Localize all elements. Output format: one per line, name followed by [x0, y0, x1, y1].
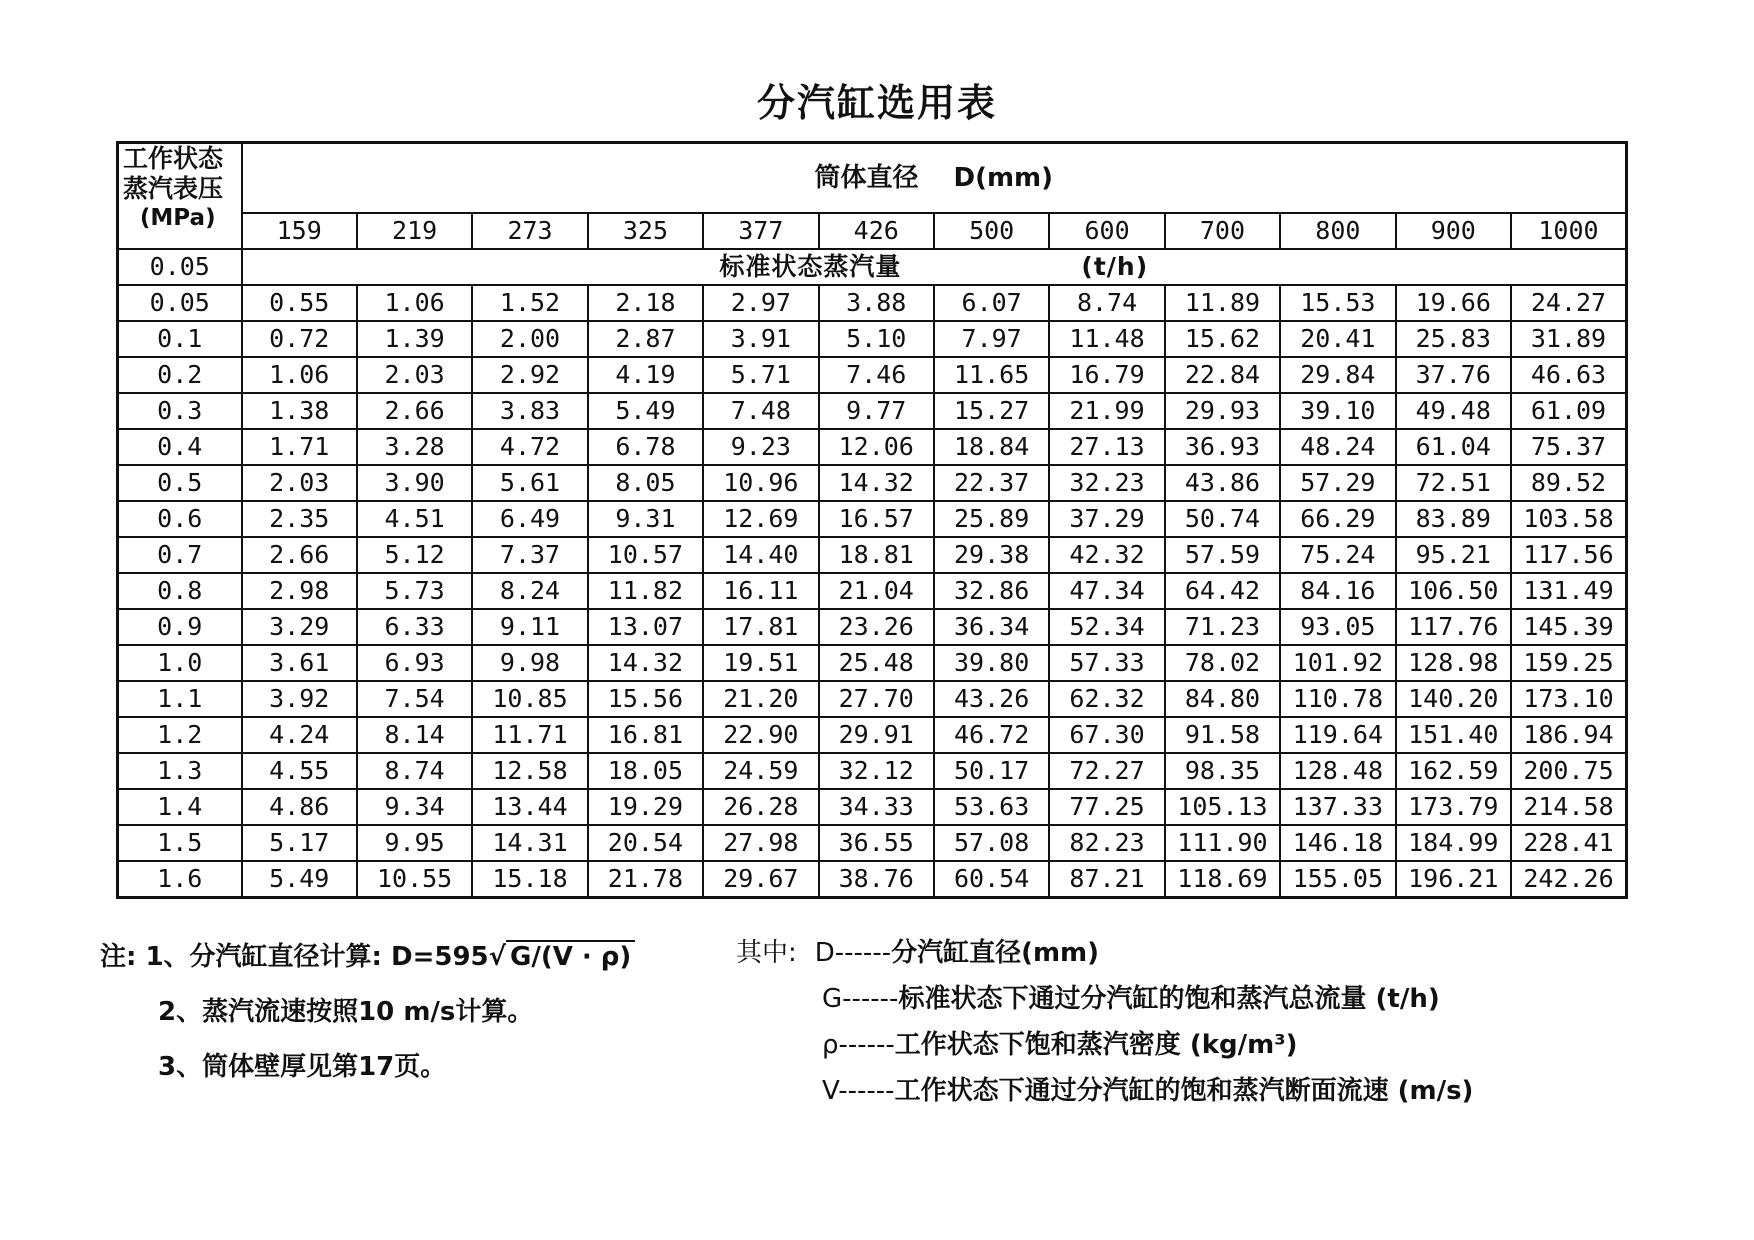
flow-value-cell: 3.88	[819, 285, 934, 321]
legend-row-g	[822, 976, 1473, 1022]
flow-value-cell: 18.84	[934, 429, 1049, 465]
flow-value-cell: 2.66	[242, 537, 357, 573]
flow-value-cell: 47.34	[1049, 573, 1164, 609]
diameter-header-cell: 800	[1280, 213, 1395, 249]
pressure-cell: 0.1	[118, 321, 242, 357]
flow-value-cell: 16.79	[1049, 357, 1164, 393]
flow-value-cell: 2.00	[472, 321, 587, 357]
flow-value-cell: 11.48	[1049, 321, 1164, 357]
flow-value-cell: 3.92	[242, 681, 357, 717]
std-row-label-cell	[242, 249, 1627, 285]
flow-value-cell: 29.91	[819, 717, 934, 753]
flow-value-cell: 1.06	[242, 357, 357, 393]
diameter-header-cell: 219	[357, 213, 472, 249]
pressure-cell: 0.3	[118, 393, 242, 429]
flow-value-cell: 106.50	[1396, 573, 1511, 609]
note-3: 3、筒体壁厚见第17页。	[158, 1052, 447, 1082]
table-row	[118, 681, 1627, 717]
legend-sym: V------	[822, 1076, 895, 1106]
flow-value-cell: 75.24	[1280, 537, 1395, 573]
flow-value-cell: 72.27	[1049, 753, 1164, 789]
std-row-unit: (t/h)	[1081, 252, 1149, 281]
flow-value-cell: 6.49	[472, 501, 587, 537]
legend-row-v	[822, 1068, 1473, 1114]
flow-value-cell: 0.72	[242, 321, 357, 357]
corner-line-3: (MPa)	[139, 205, 216, 231]
flow-value-cell: 16.57	[819, 501, 934, 537]
legend-text: 工作状态下通过分汽缸的饱和蒸汽断面流速 (m/s)	[894, 1076, 1474, 1106]
flow-value-cell: 151.40	[1396, 717, 1511, 753]
legend-row-d	[736, 930, 1473, 976]
flow-value-cell: 19.51	[703, 645, 818, 681]
corner-line-1: 工作状态	[123, 144, 224, 173]
legend-row-rho	[822, 1022, 1473, 1068]
flow-value-cell: 32.23	[1049, 465, 1164, 501]
flow-value-cell: 118.69	[1165, 861, 1280, 898]
flow-value-cell: 9.11	[472, 609, 587, 645]
table-row	[118, 861, 1627, 898]
legend-text: 工作状态下饱和蒸汽密度 (kg/m³)	[894, 1030, 1298, 1060]
flow-value-cell: 2.35	[242, 501, 357, 537]
sqrt-sign: √	[488, 942, 506, 972]
flow-value-cell: 2.92	[472, 357, 587, 393]
flow-value-cell: 17.81	[703, 609, 818, 645]
flow-value-cell: 15.27	[934, 393, 1049, 429]
flow-value-cell: 128.98	[1396, 645, 1511, 681]
table-row	[118, 357, 1627, 393]
table-row	[118, 501, 1627, 537]
flow-value-cell: 5.10	[819, 321, 934, 357]
flow-value-cell: 87.21	[1049, 861, 1164, 898]
flow-value-cell: 2.98	[242, 573, 357, 609]
flow-value-cell: 146.18	[1280, 825, 1395, 861]
flow-value-cell: 10.85	[472, 681, 587, 717]
flow-value-cell: 14.32	[588, 645, 703, 681]
pressure-cell: 0.6	[118, 501, 242, 537]
flow-value-cell: 7.46	[819, 357, 934, 393]
flow-value-cell: 1.38	[242, 393, 357, 429]
flow-value-cell: 37.76	[1396, 357, 1511, 393]
flow-value-cell: 5.49	[242, 861, 357, 898]
pressure-cell: 1.5	[118, 825, 242, 861]
flow-value-cell: 5.49	[588, 393, 703, 429]
flow-value-cell: 50.74	[1165, 501, 1280, 537]
flow-value-cell: 1.39	[357, 321, 472, 357]
flow-value-cell: 50.17	[934, 753, 1049, 789]
flow-value-cell: 200.75	[1511, 753, 1627, 789]
std-row-pressure: 0.05	[118, 249, 242, 285]
flow-value-cell: 214.58	[1511, 789, 1627, 825]
selection-table	[116, 141, 1628, 899]
flow-value-cell: 0.55	[242, 285, 357, 321]
flow-value-cell: 77.25	[1049, 789, 1164, 825]
pressure-cell: 1.3	[118, 753, 242, 789]
flow-value-cell: 9.31	[588, 501, 703, 537]
flow-value-cell: 32.12	[819, 753, 934, 789]
flow-value-cell: 16.81	[588, 717, 703, 753]
table-row	[118, 717, 1627, 753]
flow-value-cell: 91.58	[1165, 717, 1280, 753]
flow-value-cell: 39.80	[934, 645, 1049, 681]
flow-value-cell: 22.84	[1165, 357, 1280, 393]
flow-value-cell: 1.52	[472, 285, 587, 321]
flow-value-cell: 140.20	[1396, 681, 1511, 717]
table-row	[118, 285, 1627, 321]
flow-value-cell: 184.99	[1396, 825, 1511, 861]
pressure-cell: 0.8	[118, 573, 242, 609]
flow-value-cell: 6.07	[934, 285, 1049, 321]
flow-value-cell: 4.51	[357, 501, 472, 537]
page-title: 分汽缸选用表	[756, 81, 997, 125]
flow-value-cell: 13.44	[472, 789, 587, 825]
flow-value-cell: 8.14	[357, 717, 472, 753]
flow-value-cell: 84.80	[1165, 681, 1280, 717]
table-row	[118, 429, 1627, 465]
flow-value-cell: 3.90	[357, 465, 472, 501]
flow-value-cell: 5.17	[242, 825, 357, 861]
flow-value-cell: 3.28	[357, 429, 472, 465]
flow-value-cell: 6.93	[357, 645, 472, 681]
table-row	[118, 321, 1627, 357]
flow-value-cell: 3.91	[703, 321, 818, 357]
flow-value-cell: 36.34	[934, 609, 1049, 645]
flow-value-cell: 186.94	[1511, 717, 1627, 753]
flow-value-cell: 60.54	[934, 861, 1049, 898]
flow-value-cell: 57.33	[1049, 645, 1164, 681]
legend-text: 标准状态下通过分汽缸的饱和蒸汽总流量 (t/h)	[898, 984, 1440, 1014]
flow-value-cell: 105.13	[1165, 789, 1280, 825]
pressure-cell: 0.2	[118, 357, 242, 393]
flow-value-cell: 9.23	[703, 429, 818, 465]
flow-value-cell: 61.09	[1511, 393, 1627, 429]
flow-value-cell: 14.31	[472, 825, 587, 861]
table-row	[118, 753, 1627, 789]
corner-header-cell	[118, 143, 242, 250]
flow-value-cell: 21.78	[588, 861, 703, 898]
flow-value-cell: 10.96	[703, 465, 818, 501]
note-1	[100, 930, 635, 985]
flow-value-cell: 27.98	[703, 825, 818, 861]
flow-value-cell: 93.05	[1280, 609, 1395, 645]
flow-value-cell: 21.99	[1049, 393, 1164, 429]
flow-value-cell: 9.77	[819, 393, 934, 429]
flow-value-cell: 101.92	[1280, 645, 1395, 681]
flow-value-cell: 111.90	[1165, 825, 1280, 861]
table-row	[118, 789, 1627, 825]
legend-intro: 其中:	[736, 938, 797, 968]
flow-value-cell: 20.54	[588, 825, 703, 861]
flow-value-cell: 7.37	[472, 537, 587, 573]
table-row	[118, 825, 1627, 861]
flow-value-cell: 38.76	[819, 861, 934, 898]
flow-value-cell: 6.33	[357, 609, 472, 645]
flow-value-cell: 14.40	[703, 537, 818, 573]
flow-value-cell: 2.18	[588, 285, 703, 321]
flow-value-cell: 117.76	[1396, 609, 1511, 645]
flow-value-cell: 137.33	[1280, 789, 1395, 825]
pressure-cell: 0.5	[118, 465, 242, 501]
flow-value-cell: 117.56	[1511, 537, 1627, 573]
flow-value-cell: 12.69	[703, 501, 818, 537]
flow-value-cell: 2.66	[357, 393, 472, 429]
flow-value-cell: 119.64	[1280, 717, 1395, 753]
flow-value-cell: 7.48	[703, 393, 818, 429]
flow-value-cell: 8.24	[472, 573, 587, 609]
flow-value-cell: 29.93	[1165, 393, 1280, 429]
legend-sym: D------	[814, 938, 892, 968]
flow-value-cell: 25.83	[1396, 321, 1511, 357]
flow-value-cell: 5.71	[703, 357, 818, 393]
flow-value-cell: 14.32	[819, 465, 934, 501]
pressure-cell: 1.2	[118, 717, 242, 753]
flow-value-cell: 103.58	[1511, 501, 1627, 537]
flow-value-cell: 3.83	[472, 393, 587, 429]
pressure-cell: 0.9	[118, 609, 242, 645]
flow-value-cell: 9.98	[472, 645, 587, 681]
flow-value-cell: 43.86	[1165, 465, 1280, 501]
pressure-cell: 0.7	[118, 537, 242, 573]
flow-value-cell: 7.97	[934, 321, 1049, 357]
flow-value-cell: 8.74	[1049, 285, 1164, 321]
flow-value-cell: 39.10	[1280, 393, 1395, 429]
table-row	[118, 537, 1627, 573]
flow-value-cell: 2.03	[357, 357, 472, 393]
flow-value-cell: 11.65	[934, 357, 1049, 393]
diameter-header-cell: 273	[472, 213, 587, 249]
table-row	[118, 573, 1627, 609]
flow-value-cell: 4.55	[242, 753, 357, 789]
diameter-header-cell: 159	[242, 213, 357, 249]
flow-value-cell: 19.66	[1396, 285, 1511, 321]
flow-value-cell: 36.93	[1165, 429, 1280, 465]
flow-value-cell: 4.72	[472, 429, 587, 465]
flow-value-cell: 32.86	[934, 573, 1049, 609]
flow-value-cell: 57.59	[1165, 537, 1280, 573]
flow-value-cell: 25.89	[934, 501, 1049, 537]
flow-value-cell: 20.41	[1280, 321, 1395, 357]
flow-value-cell: 27.70	[819, 681, 934, 717]
diameter-row	[118, 213, 1627, 249]
flow-value-cell: 15.18	[472, 861, 587, 898]
table-row	[118, 609, 1627, 645]
pressure-cell: 1.1	[118, 681, 242, 717]
flow-value-cell: 2.87	[588, 321, 703, 357]
pressure-cell: 1.4	[118, 789, 242, 825]
flow-value-cell: 66.29	[1280, 501, 1395, 537]
flow-value-cell: 98.35	[1165, 753, 1280, 789]
flow-value-cell: 24.27	[1511, 285, 1627, 321]
flow-value-cell: 24.59	[703, 753, 818, 789]
flow-value-cell: 16.11	[703, 573, 818, 609]
flow-value-cell: 37.29	[1049, 501, 1164, 537]
flow-value-cell: 62.32	[1049, 681, 1164, 717]
diameter-header-cell: 500	[934, 213, 1049, 249]
flow-value-cell: 4.86	[242, 789, 357, 825]
flow-value-cell: 42.32	[1049, 537, 1164, 573]
diameter-header-cell: 700	[1165, 213, 1280, 249]
flow-value-cell: 61.04	[1396, 429, 1511, 465]
legend-block	[736, 930, 1474, 1114]
note-1-text: 注: 1、分汽缸直径计算: D=595	[100, 942, 489, 972]
flow-value-cell: 82.23	[1049, 825, 1164, 861]
note-1-radicand: G/(V · ρ)	[506, 940, 635, 972]
flow-value-cell: 89.52	[1511, 465, 1627, 501]
table-row	[118, 465, 1627, 501]
flow-value-cell: 83.89	[1396, 501, 1511, 537]
flow-value-cell: 12.58	[472, 753, 587, 789]
header-row-top	[118, 143, 1627, 214]
flow-value-cell: 22.37	[934, 465, 1049, 501]
flow-value-cell: 1.71	[242, 429, 357, 465]
flow-value-cell: 3.61	[242, 645, 357, 681]
diameter-header-cell: 600	[1049, 213, 1164, 249]
flow-value-cell: 11.82	[588, 573, 703, 609]
flow-value-cell: 49.48	[1396, 393, 1511, 429]
flow-value-cell: 18.81	[819, 537, 934, 573]
flow-value-cell: 43.26	[934, 681, 1049, 717]
diameter-header-cell: 426	[819, 213, 934, 249]
flow-value-cell: 7.54	[357, 681, 472, 717]
flow-value-cell: 75.37	[1511, 429, 1627, 465]
flow-value-cell: 8.74	[357, 753, 472, 789]
flow-value-cell: 26.28	[703, 789, 818, 825]
flow-value-cell: 2.97	[703, 285, 818, 321]
flow-value-cell: 57.08	[934, 825, 1049, 861]
standard-state-row	[118, 249, 1627, 285]
corner-line-2: 蒸汽表压	[123, 174, 224, 203]
flow-value-cell: 11.71	[472, 717, 587, 753]
flow-value-cell: 128.48	[1280, 753, 1395, 789]
flow-value-cell: 29.38	[934, 537, 1049, 573]
flow-value-cell: 242.26	[1511, 861, 1627, 898]
flow-value-cell: 131.49	[1511, 573, 1627, 609]
flow-value-cell: 2.03	[242, 465, 357, 501]
pressure-cell: 0.05	[118, 285, 242, 321]
flow-value-cell: 5.73	[357, 573, 472, 609]
flow-value-cell: 162.59	[1396, 753, 1511, 789]
flow-value-cell: 31.89	[1511, 321, 1627, 357]
flow-value-cell: 155.05	[1280, 861, 1395, 898]
flow-value-cell: 21.20	[703, 681, 818, 717]
flow-value-cell: 10.55	[357, 861, 472, 898]
flow-value-cell: 71.23	[1165, 609, 1280, 645]
flow-value-cell: 25.48	[819, 645, 934, 681]
note-2: 2、蒸汽流速按照10 m/s计算。	[158, 997, 534, 1027]
flow-value-cell: 12.06	[819, 429, 934, 465]
flow-value-cell: 228.41	[1511, 825, 1627, 861]
flow-value-cell: 6.78	[588, 429, 703, 465]
legend-sym: G------	[822, 984, 899, 1014]
flow-value-cell: 57.29	[1280, 465, 1395, 501]
flow-value-cell: 53.63	[934, 789, 1049, 825]
flow-value-cell: 4.19	[588, 357, 703, 393]
flow-value-cell: 72.51	[1396, 465, 1511, 501]
flow-value-cell: 9.95	[357, 825, 472, 861]
legend-sym: ρ------	[822, 1030, 895, 1060]
flow-value-cell: 159.25	[1511, 645, 1627, 681]
flow-value-cell: 21.04	[819, 573, 934, 609]
flow-value-cell: 34.33	[819, 789, 934, 825]
flow-value-cell: 29.84	[1280, 357, 1395, 393]
flow-value-cell: 3.29	[242, 609, 357, 645]
flow-value-cell: 145.39	[1511, 609, 1627, 645]
legend-text: 分汽缸直径(mm)	[891, 938, 1100, 968]
flow-value-cell: 15.56	[588, 681, 703, 717]
flow-value-cell: 95.21	[1396, 537, 1511, 573]
pressure-cell: 1.0	[118, 645, 242, 681]
flow-value-cell: 173.79	[1396, 789, 1511, 825]
flow-value-cell: 1.06	[357, 285, 472, 321]
flow-value-cell: 4.24	[242, 717, 357, 753]
diameter-header-cell: 377	[703, 213, 818, 249]
std-row-label: 标准状态蒸汽量	[719, 252, 902, 281]
pressure-cell: 1.6	[118, 861, 242, 898]
flow-value-cell: 9.34	[357, 789, 472, 825]
table-row	[118, 393, 1627, 429]
flow-value-cell: 5.12	[357, 537, 472, 573]
diameter-header: 筒体直径 D(mm)	[242, 143, 1627, 214]
flow-value-cell: 11.89	[1165, 285, 1280, 321]
flow-value-cell: 64.42	[1165, 573, 1280, 609]
flow-value-cell: 29.67	[703, 861, 818, 898]
notes-block	[100, 930, 635, 1095]
flow-value-cell: 78.02	[1165, 645, 1280, 681]
diameter-header-cell: 1000	[1511, 213, 1627, 249]
flow-value-cell: 173.10	[1511, 681, 1627, 717]
flow-value-cell: 22.90	[703, 717, 818, 753]
flow-value-cell: 67.30	[1049, 717, 1164, 753]
flow-value-cell: 5.61	[472, 465, 587, 501]
flow-value-cell: 10.57	[588, 537, 703, 573]
table-row	[118, 645, 1627, 681]
flow-value-cell: 13.07	[588, 609, 703, 645]
flow-value-cell: 19.29	[588, 789, 703, 825]
flow-value-cell: 196.21	[1396, 861, 1511, 898]
flow-value-cell: 18.05	[588, 753, 703, 789]
flow-value-cell: 15.53	[1280, 285, 1395, 321]
flow-value-cell: 8.05	[588, 465, 703, 501]
diameter-header-cell: 325	[588, 213, 703, 249]
flow-value-cell: 36.55	[819, 825, 934, 861]
pressure-cell: 0.4	[118, 429, 242, 465]
flow-value-cell: 23.26	[819, 609, 934, 645]
flow-value-cell: 46.63	[1511, 357, 1627, 393]
flow-value-cell: 52.34	[1049, 609, 1164, 645]
flow-value-cell: 48.24	[1280, 429, 1395, 465]
diameter-header-cell: 900	[1396, 213, 1511, 249]
flow-value-cell: 15.62	[1165, 321, 1280, 357]
flow-value-cell: 27.13	[1049, 429, 1164, 465]
flow-value-cell: 84.16	[1280, 573, 1395, 609]
flow-value-cell: 46.72	[934, 717, 1049, 753]
flow-value-cell: 110.78	[1280, 681, 1395, 717]
